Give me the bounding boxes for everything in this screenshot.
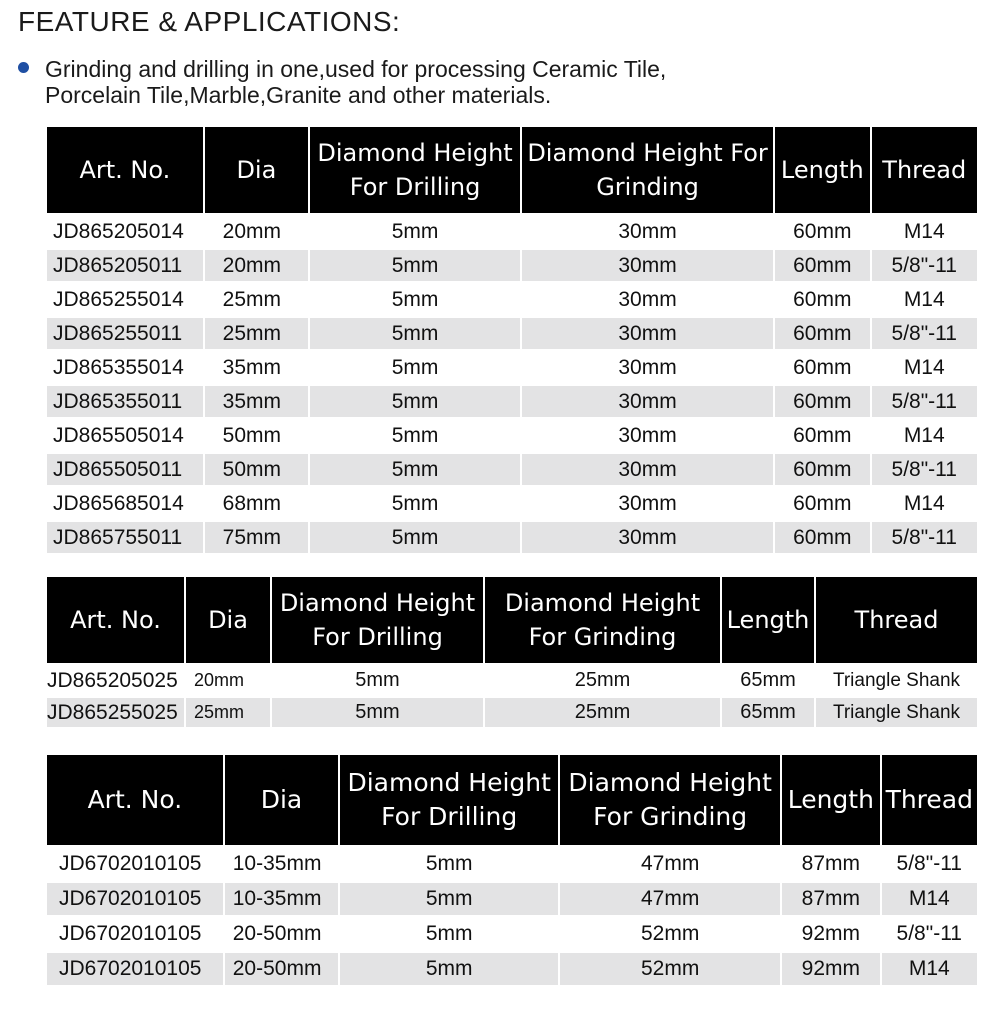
cell-length: 60mm — [775, 386, 869, 417]
header-art-no: Art. No. — [47, 577, 184, 663]
cell-thread: M14 — [872, 488, 978, 519]
cell-art-no: JD865205011 — [47, 250, 203, 281]
cell-length: 65mm — [722, 666, 814, 695]
cell-art-no: JD865505014 — [47, 420, 203, 451]
cell-dia: 25mm — [205, 318, 308, 349]
cell-thread: 5/8"-11 — [872, 386, 978, 417]
cell-drill-height: 5mm — [310, 318, 520, 349]
cell-dia: 20mm — [186, 666, 270, 695]
table-row — [47, 216, 977, 247]
cell-drill-height: 5mm — [310, 284, 520, 315]
cell-art-no: JD865255014 — [47, 284, 203, 315]
cell-length: 60mm — [775, 216, 869, 247]
cell-drill-height: 5mm — [310, 250, 520, 281]
table-row — [47, 918, 977, 950]
cell-grind-height: 52mm — [560, 918, 780, 950]
cell-dia: 20-50mm — [225, 918, 338, 950]
table-header-row — [47, 755, 977, 845]
cell-grind-height: 52mm — [560, 953, 780, 985]
header-art-no: Art. No. — [47, 127, 203, 213]
cell-grind-height: 30mm — [522, 352, 773, 383]
header-length: Length — [782, 755, 879, 845]
cell-thread: M14 — [872, 284, 978, 315]
cell-dia: 20mm — [205, 216, 308, 247]
cell-art-no: JD865685014 — [47, 488, 203, 519]
cell-dia: 35mm — [205, 386, 308, 417]
cell-drill-height: 5mm — [340, 918, 558, 950]
feature-text-line-2: Porcelain Tile,Marble,Granite and other materials. — [45, 82, 552, 108]
header-drill-height: Diamond Height For Drilling — [310, 127, 520, 213]
cell-grind-height: 30mm — [522, 488, 773, 519]
cell-thread: M14 — [872, 352, 978, 383]
feature-text — [45, 56, 958, 108]
cell-art-no: JD6702010105 — [47, 918, 223, 950]
cell-grind-height: 25mm — [485, 698, 720, 727]
cell-dia: 20-50mm — [225, 953, 338, 985]
cell-art-no: JD865255011 — [47, 318, 203, 349]
cell-art-no: JD865755011 — [47, 522, 203, 553]
cell-length: 65mm — [722, 698, 814, 727]
header-art-no: Art. No. — [47, 755, 223, 845]
cell-dia: 50mm — [205, 420, 308, 451]
table-header-row — [47, 127, 977, 213]
cell-thread: 5/8"-11 — [882, 918, 977, 950]
cell-grind-height: 30mm — [522, 250, 773, 281]
feature-text-line-1: Grinding and drilling in one,used for processing Ceramic Tile, — [45, 56, 667, 82]
cell-length: 60mm — [775, 522, 869, 553]
cell-drill-height: 5mm — [310, 420, 520, 451]
table-row — [47, 953, 977, 985]
cell-art-no: JD6702010105 — [47, 848, 223, 880]
cell-drill-height: 5mm — [340, 883, 558, 915]
cell-grind-height: 30mm — [522, 216, 773, 247]
header-length: Length — [722, 577, 814, 663]
cell-length: 60mm — [775, 488, 869, 519]
header-dia: Dia — [186, 577, 270, 663]
cell-length: 60mm — [775, 318, 869, 349]
cell-grind-height: 30mm — [522, 284, 773, 315]
spec-table-2 — [45, 574, 979, 730]
header-dia: Dia — [205, 127, 308, 213]
cell-grind-height: 30mm — [522, 454, 773, 485]
header-grind-height: Diamond Height For Grinding — [522, 127, 773, 213]
cell-grind-height: 30mm — [522, 420, 773, 451]
cell-art-no: JD865255025 — [47, 698, 184, 727]
table-row — [47, 420, 977, 451]
cell-art-no: JD865355011 — [47, 386, 203, 417]
cell-drill-height: 5mm — [340, 848, 558, 880]
cell-drill-height: 5mm — [272, 666, 483, 695]
spec-table-1 — [45, 124, 979, 556]
cell-length: 60mm — [775, 284, 869, 315]
cell-length: 87mm — [782, 883, 879, 915]
cell-drill-height: 5mm — [310, 386, 520, 417]
cell-art-no: JD865505011 — [47, 454, 203, 485]
cell-grind-height: 30mm — [522, 386, 773, 417]
table-row — [47, 488, 977, 519]
cell-dia: 10-35mm — [225, 848, 338, 880]
cell-drill-height: 5mm — [310, 488, 520, 519]
spec-table-3 — [45, 752, 979, 988]
cell-art-no: JD6702010105 — [47, 883, 223, 915]
cell-thread: M14 — [882, 953, 977, 985]
cell-dia: 35mm — [205, 352, 308, 383]
table-row — [47, 318, 977, 349]
cell-art-no: JD865205025 — [47, 666, 184, 695]
cell-drill-height: 5mm — [340, 953, 558, 985]
cell-thread: M14 — [872, 420, 978, 451]
cell-thread: 5/8"-11 — [872, 318, 978, 349]
header-thread: Thread — [816, 577, 977, 663]
cell-length: 60mm — [775, 420, 869, 451]
cell-thread: M14 — [882, 883, 977, 915]
table-row — [47, 522, 977, 553]
cell-dia: 10-35mm — [225, 883, 338, 915]
cell-length: 60mm — [775, 454, 869, 485]
cell-drill-height: 5mm — [310, 454, 520, 485]
header-thread: Thread — [872, 127, 978, 213]
cell-thread: 5/8"-11 — [882, 848, 977, 880]
cell-thread: 5/8"-11 — [872, 454, 978, 485]
bullet-dot-icon — [18, 62, 29, 73]
table-header-row — [47, 577, 977, 663]
cell-art-no: JD6702010105 — [47, 953, 223, 985]
cell-thread: Triangle Shank — [816, 698, 977, 727]
cell-dia: 25mm — [186, 698, 270, 727]
cell-length: 92mm — [782, 918, 879, 950]
table-row — [47, 883, 977, 915]
cell-thread: 5/8"-11 — [872, 250, 978, 281]
cell-dia: 25mm — [205, 284, 308, 315]
table-row — [47, 666, 977, 695]
cell-drill-height: 5mm — [310, 352, 520, 383]
feature-bullet — [18, 56, 958, 108]
cell-drill-height: 5mm — [310, 522, 520, 553]
page-title: FEATURE & APPLICATIONS: — [18, 6, 401, 37]
cell-grind-height: 47mm — [560, 883, 780, 915]
cell-dia: 75mm — [205, 522, 308, 553]
header-grind-height: Diamond Height For Grinding — [560, 755, 780, 845]
cell-dia: 68mm — [205, 488, 308, 519]
header-dia: Dia — [225, 755, 338, 845]
cell-art-no: JD865355014 — [47, 352, 203, 383]
cell-thread: Triangle Shank — [816, 666, 977, 695]
cell-length: 60mm — [775, 250, 869, 281]
header-thread: Thread — [882, 755, 977, 845]
table-row — [47, 352, 977, 383]
cell-dia: 50mm — [205, 454, 308, 485]
cell-grind-height: 30mm — [522, 522, 773, 553]
cell-art-no: JD865205014 — [47, 216, 203, 247]
header-drill-height: Diamond Height For Drilling — [272, 577, 483, 663]
header-drill-height: Diamond Height For Drilling — [340, 755, 558, 845]
table-row — [47, 386, 977, 417]
table-row — [47, 848, 977, 880]
table-row — [47, 698, 977, 727]
cell-grind-height: 30mm — [522, 318, 773, 349]
cell-thread: 5/8"-11 — [872, 522, 978, 553]
table-row — [47, 284, 977, 315]
table-row — [47, 454, 977, 485]
table-row — [47, 250, 977, 281]
cell-dia: 20mm — [205, 250, 308, 281]
header-grind-height: Diamond Height For Grinding — [485, 577, 720, 663]
cell-thread: M14 — [872, 216, 978, 247]
cell-length: 60mm — [775, 352, 869, 383]
cell-grind-height: 25mm — [485, 666, 720, 695]
header-length: Length — [775, 127, 869, 213]
cell-grind-height: 47mm — [560, 848, 780, 880]
cell-drill-height: 5mm — [310, 216, 520, 247]
cell-length: 92mm — [782, 953, 879, 985]
cell-length: 87mm — [782, 848, 879, 880]
cell-drill-height: 5mm — [272, 698, 483, 727]
